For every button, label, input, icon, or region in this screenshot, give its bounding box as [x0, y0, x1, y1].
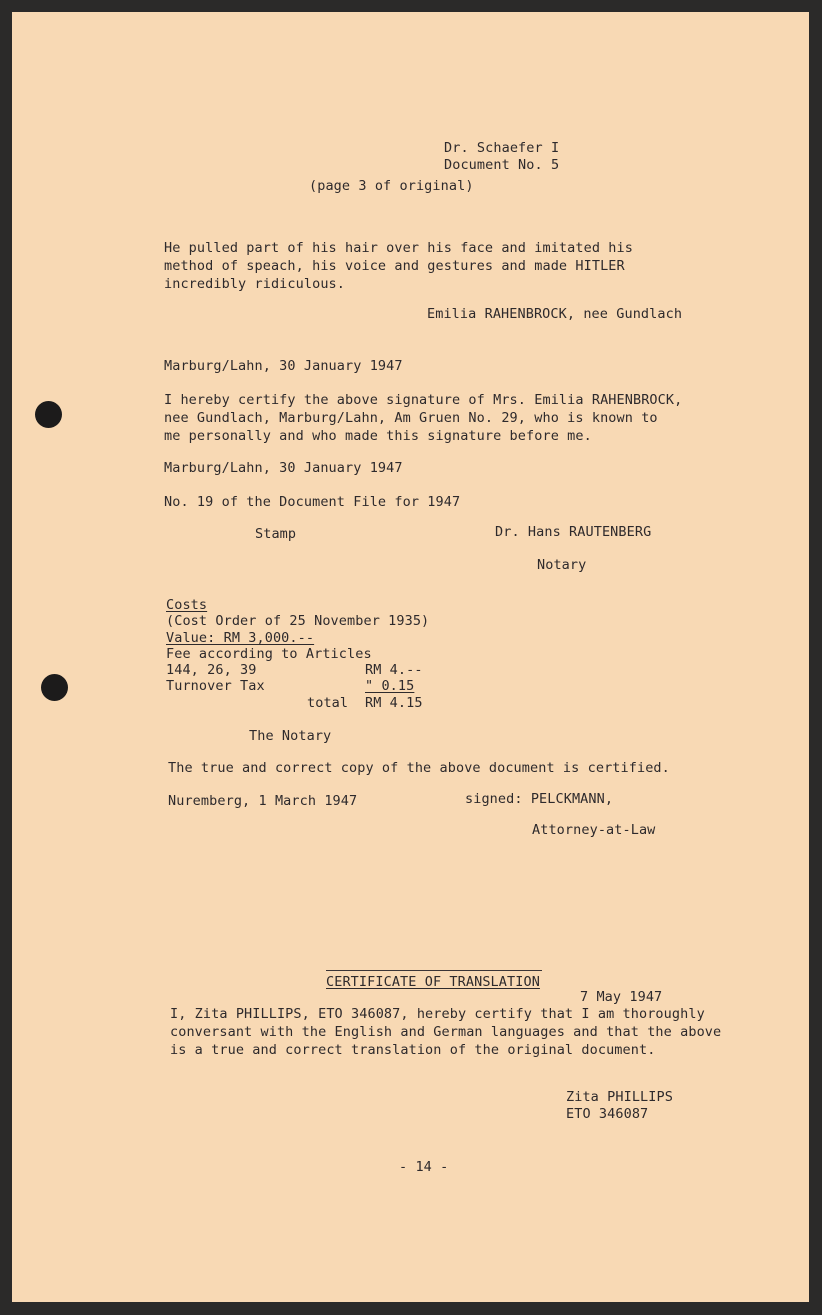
paragraph-line: incredibly ridiculous. [164, 276, 346, 292]
fee-line: Fee according to Articles [166, 646, 372, 662]
translation-date: 7 May 1947 [580, 989, 663, 1005]
page-number: - 14 - [399, 1159, 449, 1175]
title-overline [326, 970, 542, 971]
document-file-number: No. 19 of the Document File for 1947 [164, 494, 461, 510]
certification-statement: The true and correct copy of the above document is certified. [168, 760, 670, 776]
translation-title: CERTIFICATE OF TRANSLATION [326, 974, 540, 990]
notary-name: Dr. Hans RAUTENBERG [495, 524, 652, 540]
signature-rahenbrock: Emilia RAHENBROCK, nee Gundlach [427, 306, 683, 322]
total-label: total [307, 695, 349, 711]
place-date: Marburg/Lahn, 30 January 1947 [164, 358, 403, 374]
translation-line: conversant with the English and German languages and that the above [170, 1024, 722, 1040]
notary-sign: The Notary [249, 728, 332, 744]
translation-line: is a true and correct translation of the original document. [170, 1042, 656, 1058]
document-page [12, 12, 809, 1302]
costs-heading: Costs [166, 597, 208, 613]
articles: 144, 26, 39 [166, 662, 257, 678]
stamp-label: Stamp [255, 526, 297, 542]
turnover-label: Turnover Tax [166, 678, 265, 694]
total-amount: RM 4.15 [365, 695, 423, 711]
cost-value: Value: RM 3,000.-- [166, 630, 315, 646]
place-date: Marburg/Lahn, 30 January 1947 [164, 460, 403, 476]
punch-hole [41, 674, 68, 701]
punch-hole [35, 401, 62, 428]
header-page-ref: (page 3 of original) [309, 178, 474, 194]
header-author: Dr. Schaefer I [444, 140, 560, 156]
translation-line: I, Zita PHILLIPS, ETO 346087, hereby certify that I am thoroughly [170, 1006, 705, 1022]
articles-amount: RM 4.-- [365, 662, 423, 678]
paragraph-line: method of speach, his voice and gestures and made HITLER [164, 258, 625, 274]
certification-place-date: Nuremberg, 1 March 1947 [168, 793, 358, 809]
translator-name: Zita PHILLIPS [566, 1089, 673, 1105]
cost-order: (Cost Order of 25 November 1935) [166, 613, 430, 629]
paragraph-line: I hereby certify the above signature of Mrs. Emilia RAHENBROCK, [164, 392, 683, 408]
header-doc-number: Document No. 5 [444, 157, 560, 173]
translator-id: ETO 346087 [566, 1106, 649, 1122]
certification-signed: signed: PELCKMANN, [465, 791, 614, 807]
turnover-amount: " 0.15 [365, 678, 415, 694]
notary-title: Notary [537, 557, 587, 573]
certification-role: Attorney-at-Law [532, 822, 656, 838]
paragraph-line: He pulled part of his hair over his face and imitated his [164, 240, 633, 256]
paragraph-line: nee Gundlach, Marburg/Lahn, Am Gruen No. 29, who is known to [164, 410, 658, 426]
paragraph-line: me personally and who made this signature before me. [164, 428, 592, 444]
